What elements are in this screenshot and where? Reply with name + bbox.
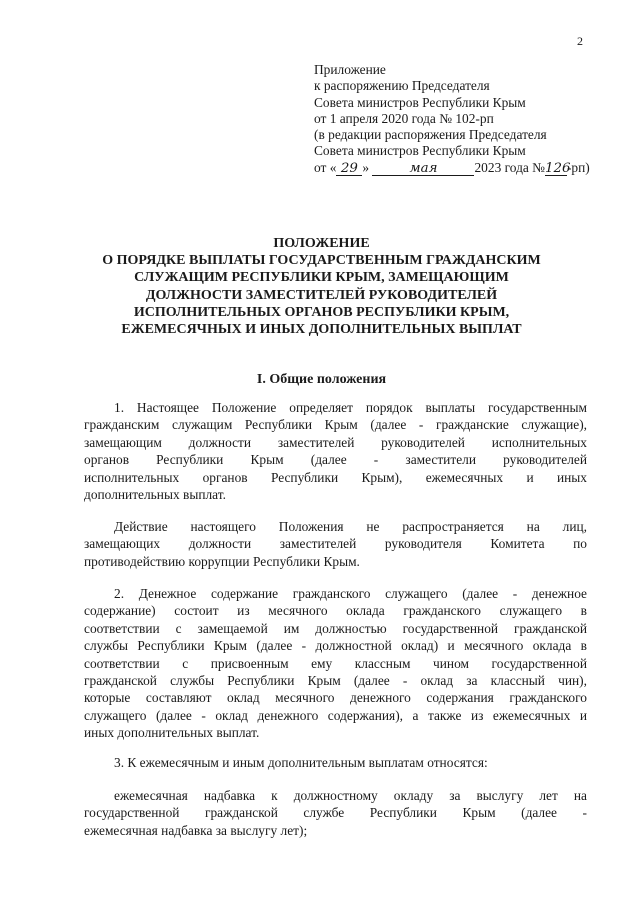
paragraph-line: замещающим должности заместителей руководителей исполнительных (84, 434, 587, 450)
appendix-line: к распоряжению Председателя (314, 78, 490, 94)
paragraph-line: содержание) состоит из месячного оклада гражданского служащего в (84, 603, 587, 619)
paragraph-line: гражданским служащим Республики Крым (далее - гражданские служащие), (84, 417, 587, 433)
paragraph-2 (84, 518, 587, 570)
paragraph-line: 3. К ежемесячным и иным дополнительным выплатам относятся: (114, 755, 488, 770)
title-line: ПОЛОЖЕНИЕ (273, 236, 370, 251)
paragraph-line: ежемесячная надбавка за выслугу лет); (84, 822, 308, 838)
handwritten-number: 126 (544, 160, 571, 176)
paragraph-line: которые составляют оклад месячного денежного содержания гражданского (84, 690, 587, 706)
appendix-line: (в редакции распоряжения Председателя (314, 127, 547, 143)
title-line: СЛУЖАЩИМ РЕСПУБЛИКИ КРЫМ, ЗАМЕЩАЮЩИМ (134, 270, 509, 286)
appendix-line: Совета министров Республики Крым (314, 94, 526, 110)
date-suffix: -рп) (566, 159, 590, 175)
appendix-header (314, 62, 614, 176)
paragraph-line: соответствии с замещаемой им должностью государственной гражданской (84, 620, 587, 636)
appendix-line: от 1 апреля 2020 года № 102-рп (314, 110, 494, 126)
paragraph-line: служащего (далее - оклад денежного содержания), а также из ежемесячных и (84, 707, 587, 723)
date-year: 2023 года № (474, 159, 545, 175)
paragraph-line: 1. Настоящее Положение определяет порядок выплаты государственным (114, 400, 587, 415)
paragraph-line: дополнительных выплат. (84, 487, 226, 503)
paragraph-line: соответствии с присвоенным ему классным чином государственной (84, 655, 587, 671)
paragraph-line: иных дополнительных выплат. (84, 725, 260, 741)
paragraph-line: противодействию коррупции Республики Крым. (84, 553, 360, 569)
paragraph-line: государственной гражданской службе Республики Крым (далее - (84, 805, 587, 821)
paragraph-1 (84, 399, 587, 503)
handwritten-month: мая (372, 162, 474, 176)
paragraph-3 (84, 585, 587, 742)
paragraph-line: 2. Денежное содержание гражданского служащего (далее - денежное (114, 586, 587, 601)
paragraph-line: гражданской службы Республики Крым (далее - оклад за классный чин), (84, 673, 587, 689)
document-title (60, 235, 583, 338)
paragraph-4 (84, 754, 587, 771)
paragraph-line: замещающих должности заместителей руководителя Комитета по (84, 536, 587, 552)
handwritten-day: 29 (336, 162, 362, 176)
date-mid: » (362, 159, 370, 175)
date-prefix: от « (314, 159, 337, 175)
paragraph-line: органов Республики Крым (далее - заместители руководителей (84, 452, 587, 468)
title-line: ЕЖЕМЕСЯЧНЫХ И ИНЫХ ДОПОЛНИТЕЛЬНЫХ ВЫПЛАТ (121, 322, 522, 338)
title-line: О ПОРЯДКЕ ВЫПЛАТЫ ГОСУДАРСТВЕННЫМ ГРАЖДАНСКИМ (102, 253, 541, 269)
appendix-line: Совета министров Республики Крым (314, 143, 526, 159)
paragraph-line: исполнительных органов Республики Крым), ежемесячных и иных (84, 469, 587, 485)
paragraph-line: службы Республики Крым (далее - должностной оклад) и месячного оклада в (84, 638, 587, 654)
page-number: 2 (577, 34, 583, 48)
paragraph-line: ежемесячная надбавка к должностному окладу за выслугу лет на (114, 788, 587, 803)
appendix-date-line (314, 160, 614, 176)
paragraph-line: Действие настоящего Положения не распространяется на лиц, (114, 519, 587, 534)
title-line: ИСПОЛНИТЕЛЬНЫХ ОРГАНОВ РЕСПУБЛИКИ КРЫМ, (133, 304, 510, 320)
paragraph-5 (84, 787, 587, 839)
section-heading: I. Общие положения (256, 372, 387, 387)
title-line: ДОЛЖНОСТИ ЗАМЕСТИТЕЛЕЙ РУКОВОДИТЕЛЕЙ (145, 287, 498, 303)
appendix-line: Приложение (314, 62, 386, 77)
